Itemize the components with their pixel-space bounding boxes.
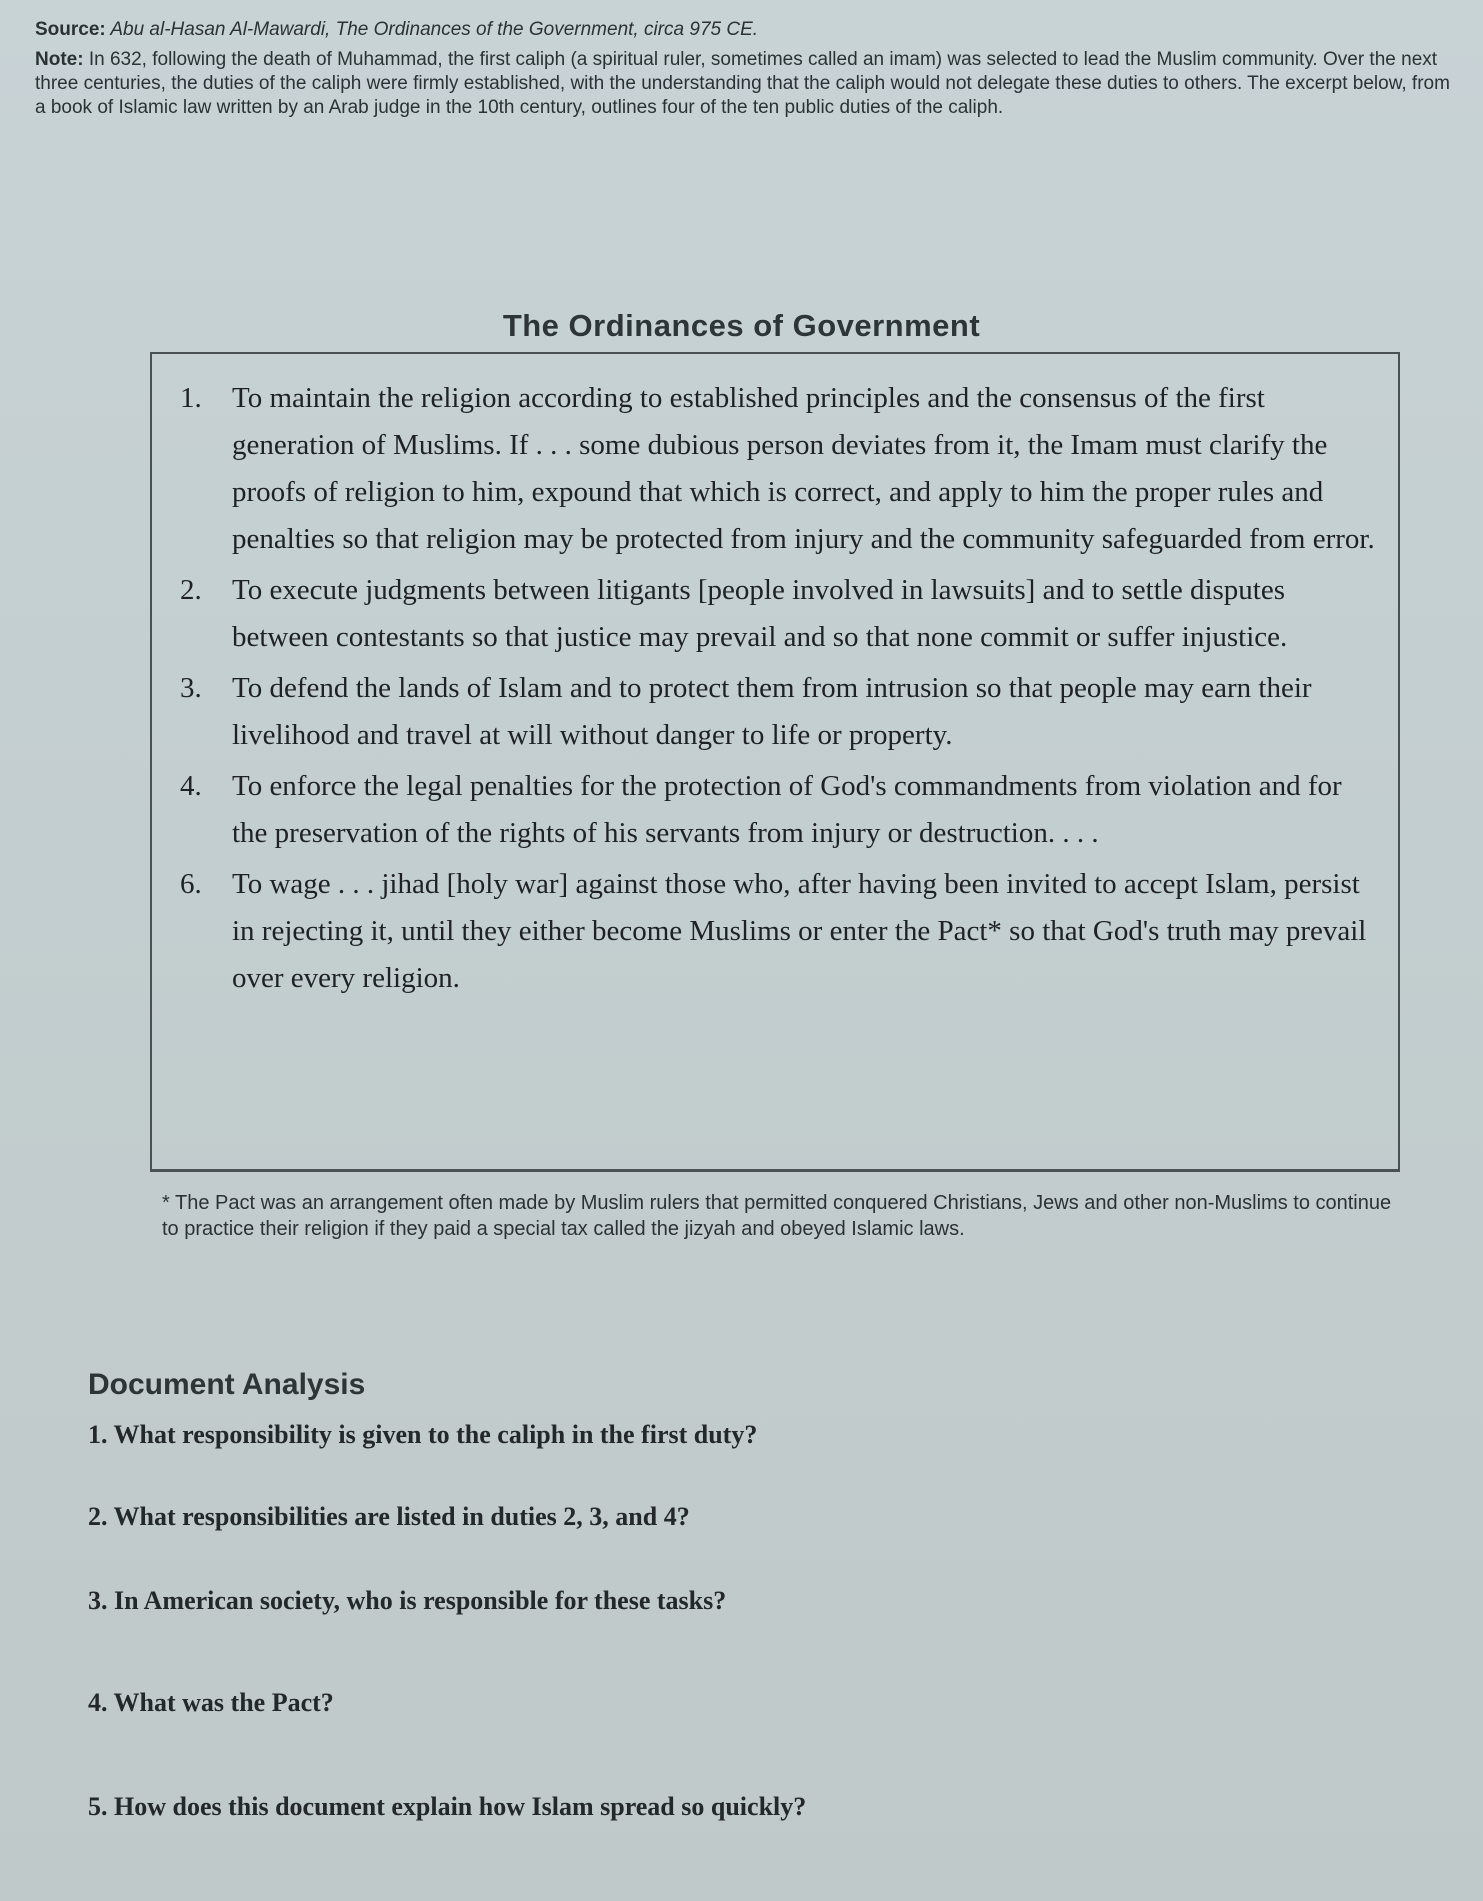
duty-text: To defend the lands of Islam and to protect them from intrusion so that people may earn their livelihood and travel at will without danger to life or property. [232,672,1312,751]
duty-item [180,665,1380,759]
duty-number: 1. [180,382,202,414]
analysis-question: 4. What was the Pact? [88,1688,334,1717]
duty-text: To maintain the religion according to established principles and the consensus of the first generation of Muslims. If . . . some dubious person deviates from it, the Imam must clarify the proofs of religion to him, expound that which is correct, and apply to him the proper rules and penalties so that religion may be protected from injury and the community safeguarded from error. [232,382,1375,555]
note-text: In 632, following the death of Muhammad, the first caliph (a spiritual ruler, sometimes called an imam) was selected to lead the Muslim community. Over the next three centuries, the duties of the caliph were firmly established, with the understanding that the caliph would not delegate these duties to others. The excerpt below, from a book of Islamic law written by an Arab judge in the 10th century, outlines four of the ten public duties of the caliph. [35,49,1450,118]
source-citation [35,18,1455,42]
duty-text: To execute judgments between litigants [people involved in lawsuits] and to settle disputes between contestants so that justice may prevail and so that none commit or suffer injustice. [232,574,1288,653]
note-paragraph [35,48,1455,120]
duty-number: 2. [180,574,202,606]
duty-item [180,375,1380,563]
duty-number: 4. [180,770,202,802]
document-title: The Ordinances of Government [502,308,981,343]
analysis-question: 2. What responsibilities are listed in duties 2, 3, and 4? [88,1502,690,1531]
note-label: Note: [35,49,84,70]
source-text: Abu al-Hasan Al-Mawardi, The Ordinances of the Government, circa 975 CE. [110,19,759,40]
analysis-question: 5. How does this document explain how Islam spread so quickly? [88,1792,807,1821]
duty-number: 3. [180,672,202,704]
duty-item [180,861,1380,1002]
duty-item [180,567,1380,661]
duty-number: 6. [180,868,202,900]
duty-text: To wage . . . jihad [holy war] against those who, after having been invited to accept Islam, persist in rejecting it, until they either become Muslims or enter the Pact* so that God's truth may prevail over every religion. [232,868,1367,994]
pact-footnote: * The Pact was an arrangement often made by Muslim rulers that permitted conquered Christians, Jews and other non-Muslims to continue to practice their religion if they paid a special tax called the jizyah and obeyed Islamic laws. [162,1192,1392,1240]
duty-text: To enforce the legal penalties for the protection of God's commandments from violation and for the preservation of the rights of his servants from injury or destruction. . . . [232,770,1342,849]
analysis-title: Document Analysis [88,1368,366,1401]
duties-list [180,375,1380,1006]
analysis-question: 3. In American society, who is responsible for these tasks? [88,1586,727,1615]
duty-item [180,763,1380,857]
source-label: Source: [35,19,106,40]
analysis-question: 1. What responsibility is given to the caliph in the first duty? [88,1420,758,1449]
